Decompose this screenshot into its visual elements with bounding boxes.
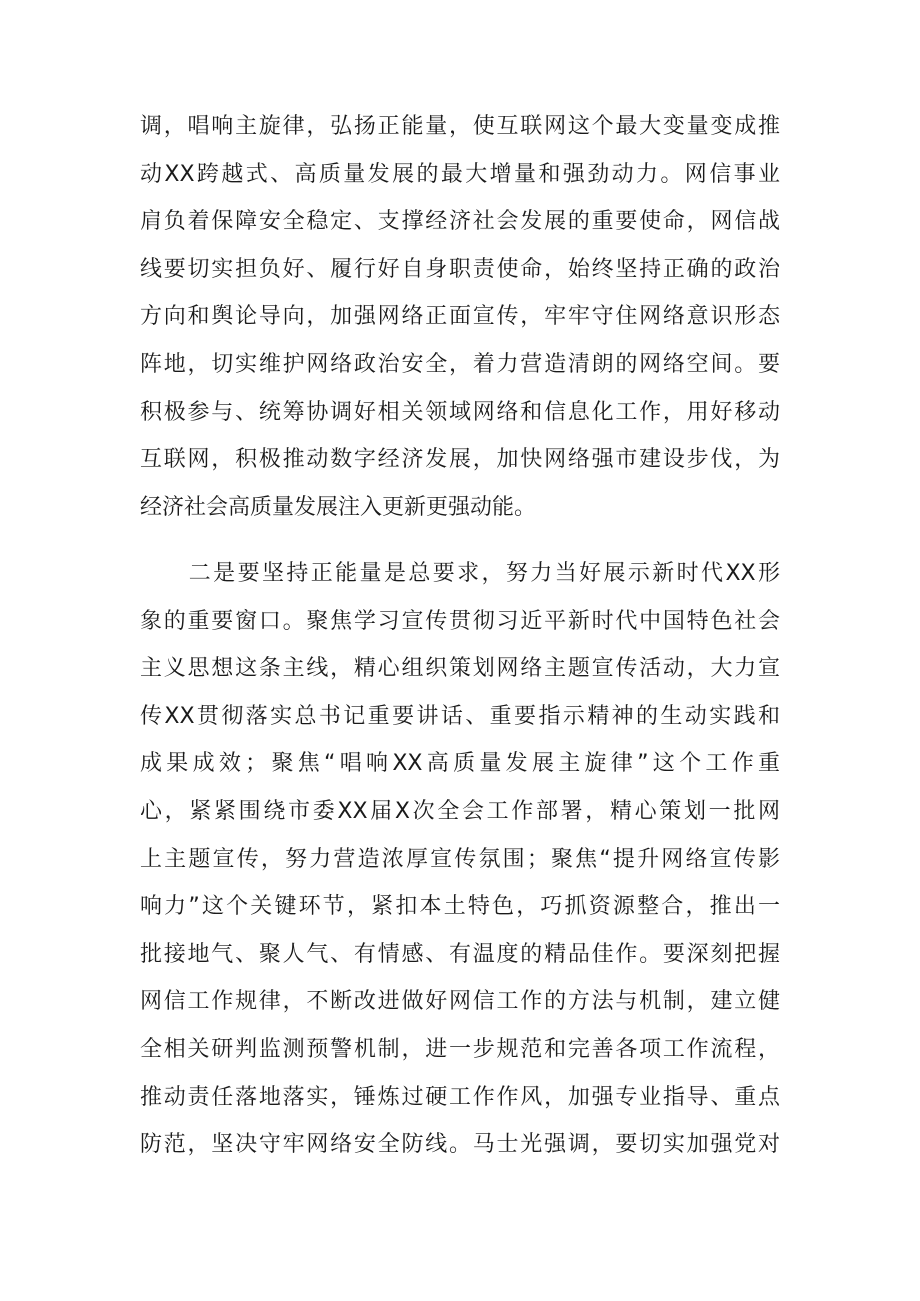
paragraph-2 — [140, 550, 780, 1169]
paragraph-line: 互联网，积极推动数字经济发展，加快网络强市建设步伐，为 — [140, 447, 780, 473]
paragraph-line: 全相关研判监测预警机制，进一步规范和完善各项工作流程， — [140, 1036, 780, 1062]
paragraph-line: 动XX跨越式、高质量发展的最大增量和强劲动力。网信事业 — [140, 161, 780, 187]
paragraph-line: 积极参与、统筹协调好相关领域网络和信息化工作，用好移动 — [140, 399, 780, 425]
paragraph-1 — [140, 103, 780, 531]
paragraph-line: 心，紧紧围绕市委XX届X次全会工作部署，精心策划一批网 — [140, 798, 780, 824]
paragraph-line: 上主题宣传，努力营造浓厚宣传氛围；聚焦“提升网络宣传影 — [140, 846, 780, 872]
paragraph-line: 肩负着保障安全稳定、支撑经济社会发展的重要使命，网信战 — [140, 209, 780, 235]
paragraph-line: 主义思想这条主线，精心组织策划网络主题宣传活动，大力宣 — [140, 656, 780, 682]
paragraph-line: 经济社会高质量发展注入更新更强动能。 — [140, 494, 537, 520]
paragraph-line: 调，唱响主旋律，弘扬正能量，使互联网这个最大变量变成推 — [140, 114, 780, 139]
paragraph-line: 成果成效；聚焦“唱响XX高质量发展主旋律”这个工作重 — [140, 751, 780, 777]
paragraph-line: 阵地，切实维护网络政治安全，着力营造清朗的网络空间。要 — [140, 351, 780, 377]
paragraph-line: 传XX贯彻落实总书记重要讲话、重要指示精神的生动实践和 — [140, 703, 780, 729]
paragraph-line: 批接地气、聚人气、有情感、有温度的精品佳作。要深刻把握 — [140, 941, 780, 967]
paragraph-line: 响力”这个关键环节，紧扣本土特色，巧抓资源整合，推出一 — [140, 894, 780, 920]
paragraph-line: 推动责任落地落实，锤炼过硬工作作风，加强专业指导、重点 — [140, 1084, 780, 1110]
paragraph-line: 象的重要窗口。聚焦学习宣传贯彻习近平新时代中国特色社会 — [140, 608, 780, 634]
paragraph-line: 二是要坚持正能量是总要求，努力当好展示新时代XX形 — [140, 561, 780, 586]
paragraph-line: 方向和舆论导向，加强网络正面宣传，牢牢守住网络意识形态 — [140, 304, 780, 330]
paragraph-line: 网信工作规律，不断改进做好网信工作的方法与机制，建立健 — [140, 989, 780, 1015]
paragraph-line: 线要切实担负好、履行好自身职责使命，始终坚持正确的政治 — [140, 256, 780, 282]
paragraph-line: 防范，坚决守牢网络安全防线。马士光强调，要切实加强党对 — [140, 1132, 780, 1158]
